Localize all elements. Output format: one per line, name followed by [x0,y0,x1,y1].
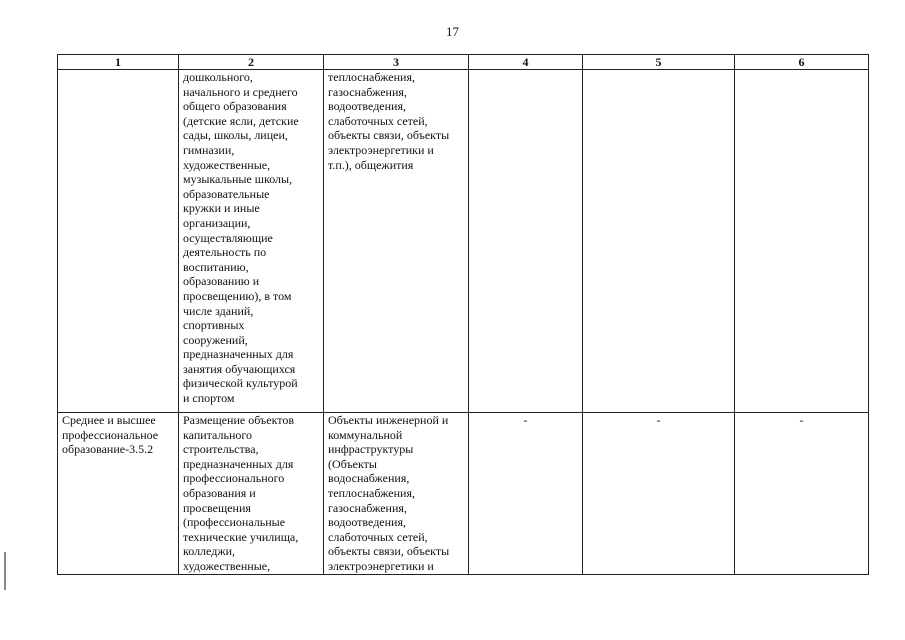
cell-text-line: водоотведения, [328,99,406,114]
cell-text-line: объекты связи, объекты [328,544,450,559]
table-row [58,413,869,575]
cell-text-line: строительства, [183,442,259,457]
cell-text-line: образовательные [183,186,270,201]
row2-col4: - [469,413,583,575]
cell-text-line: спортивных [183,318,245,333]
cell-text-line: просвещению), в том [183,288,292,303]
cell-text-line: (профессиональные [183,515,286,530]
cell-text-line: художественные, [183,157,271,172]
cell-text-line: предназначенных для [183,347,294,362]
cell-text-line: профессиональное [62,427,159,442]
row1-col4 [469,70,583,413]
cell-text-line: образованию и [183,274,260,289]
cell-text-line: числе зданий, [183,303,254,318]
cell-text-line: начального и среднего [183,84,298,99]
cell-text-line: теплоснабжения, [328,70,415,84]
row1-col1 [58,70,179,413]
cell-text-line: капитального [183,427,252,442]
row2-col6: - [735,413,869,575]
cell-text-line: Среднее и высшее [62,413,156,427]
cell-text-line: профессионального [183,471,285,486]
cell-text-line: слаботочных сетей, [328,113,428,128]
row2-col3 [324,413,469,575]
cell-text-line: музыкальные школы, [183,172,293,187]
cell-text-line: деятельность по [183,245,267,260]
header-col-2: 2 [179,55,324,70]
header-col-1: 1 [58,55,179,70]
cell-text-line: дошкольного, [183,70,253,84]
cell-text-line: теплоснабжения, [328,485,415,500]
cell-text-line: общего образования [183,99,287,114]
cell-text-line: образования и [183,485,256,500]
row1-col5 [583,70,735,413]
cell-text-line: кружки и иные [183,201,260,216]
cell-text-line: организации, [183,215,251,230]
cell-text-line: сооружений, [183,332,248,347]
page-number: 17 [446,24,459,39]
cell-text-line: просвещения [183,500,251,515]
cell-text-line: электроэнергетики и [328,558,434,573]
cell-text-line: образование-3.5.2 [62,442,154,457]
regulations-table [57,54,869,575]
cell-text-line: водоотведения, [328,515,406,530]
row2-col5: - [583,413,735,575]
cell-text-line: физической культурой [183,376,298,391]
row2-col2 [179,413,324,575]
scan-margin-mark [4,552,6,590]
cell-text-line: предназначенных для [183,456,294,471]
cell-text-line: (Объекты [328,456,377,471]
cell-text-line: объекты связи, объекты [328,128,450,143]
cell-text-line: Размещение объектов [183,413,294,427]
cell-text-line: гимназии, [183,142,235,157]
cell-text-line: инфраструктуры [328,442,414,457]
table-row [58,70,869,413]
cell-text-line: сады, школы, лицеи, [183,128,288,143]
cell-text-line: технические училища, [183,529,299,544]
cell-text-line: Объекты инженерной и [328,413,449,427]
row2-col1 [58,413,179,575]
cell-text-line: газоснабжения, [328,500,407,515]
row1-col2 [179,70,324,413]
cell-text-line: художественные, [183,558,271,573]
cell-text-line: занятия обучающихся [183,361,296,376]
cell-text-line: (детские ясли, детские [183,113,299,128]
row1-col3 [324,70,469,413]
header-col-5: 5 [583,55,735,70]
cell-text-line: воспитанию, [183,259,249,274]
header-col-6: 6 [735,55,869,70]
cell-text-line: и спортом [183,391,235,406]
cell-text-line: электроэнергетики и [328,142,434,157]
header-row [58,55,869,70]
cell-text-line: слаботочных сетей, [328,529,428,544]
header-col-4: 4 [469,55,583,70]
cell-text-line: водоснабжения, [328,471,410,486]
cell-text-line: осуществляющие [183,230,273,245]
row1-col6 [735,70,869,413]
cell-text-line: газоснабжения, [328,84,407,99]
cell-text-line: т.п.), общежития [328,157,414,172]
cell-text-line: коммунальной [328,427,403,442]
header-col-3: 3 [324,55,469,70]
cell-text-line: колледжи, [183,544,236,559]
